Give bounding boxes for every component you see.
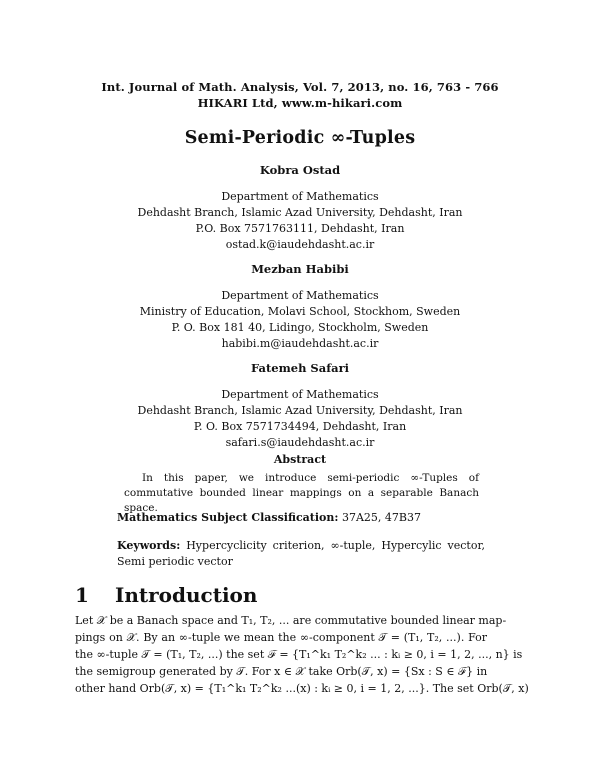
author-email: safari.s@iaudehdasht.ac.ir [225, 436, 375, 449]
author-name: Mezban Habibi [251, 262, 349, 276]
keywords-value: Hypercyclicity criterion, ∞-tuple, Hypercylic vector, Semi periodic vector [117, 539, 485, 568]
affiliation-line: P. O. Box 7571734494, Dehdasht, Iran [193, 420, 407, 433]
msc-line [117, 511, 421, 524]
author-name: Fatemeh Safari [250, 361, 350, 375]
body-line: the ∞-tuple 𝒯 = (T₁, T₂, ...) the set ℱ = {T₁^k₁ T₂^k₂ ... : kᵢ ≥ 0, i = 1, 2, ..., n} is [75, 648, 523, 661]
affiliation-line: P. O. Box 181 40, Lidingo, Stockholm, Sweden [171, 321, 429, 334]
affiliation-line: Dehdasht Branch, Islamic Azad University, Dehdasht, Iran [137, 206, 463, 219]
section-heading [75, 583, 257, 607]
body-paragraph [75, 612, 529, 697]
affiliation-line: Dehdasht Branch, Islamic Azad University, Dehdasht, Iran [137, 404, 463, 417]
author-affiliation [0, 189, 600, 253]
section-title: Introduction [115, 583, 258, 607]
author-name: Kobra Ostad [259, 163, 341, 177]
journal-citation: Int. Journal of Math. Analysis, Vol. 7, 2013, no. 16, 763 - 766 [101, 80, 499, 94]
affiliation-line: Department of Mathematics [221, 388, 379, 401]
affiliation-line: Ministry of Education, Molavi School, Stockhom, Sweden [139, 305, 461, 318]
abstract-text: In this paper, we introduce semi-periodic ∞-Tuples of commutative bounded linear mappings on a separable Banach space. [124, 472, 479, 514]
author-affiliation [0, 288, 600, 352]
affiliation-line: Department of Mathematics [221, 289, 379, 302]
keywords-label: Keywords: [117, 539, 181, 552]
msc-label: Mathematics Subject Classification: [117, 511, 339, 524]
msc-value: 37A25, 47B37 [338, 511, 421, 524]
paper-title: Semi-Periodic ∞-Tuples [184, 128, 416, 148]
journal-header [0, 79, 600, 111]
affiliation-line: P.O. Box 7571763111, Dehdasht, Iran [195, 222, 405, 235]
author-email: habibi.m@iaudehdasht.ac.ir [221, 337, 379, 350]
affiliation-line: Department of Mathematics [221, 190, 379, 203]
body-line: other hand Orb(𝒯, x) = {T₁^k₁ T₂^k₂ ...(x) : kᵢ ≥ 0, i = 1, 2, ...}. The set Orb(𝒯, x) [75, 682, 529, 695]
section-number: 1 [75, 583, 89, 607]
body-line: the semigroup generated by 𝒯. For x ∈ 𝒳 take Orb(𝒯, x) = {Sx : S ∈ ℱ} in [75, 665, 488, 678]
body-line: Let 𝒳 be a Banach space and T₁, T₂, ... are commutative bounded linear map- [75, 614, 507, 627]
abstract-heading: Abstract [273, 453, 327, 466]
body-line: pings on 𝒳. By an ∞-tuple we mean the ∞-component 𝒯 = (T₁, T₂, ...). For [75, 631, 487, 644]
keywords-line [117, 538, 485, 570]
author-affiliation [0, 387, 600, 451]
author-email: ostad.k@iaudehdasht.ac.ir [225, 238, 375, 251]
publisher-line: HIKARI Ltd, www.m-hikari.com [197, 96, 403, 110]
